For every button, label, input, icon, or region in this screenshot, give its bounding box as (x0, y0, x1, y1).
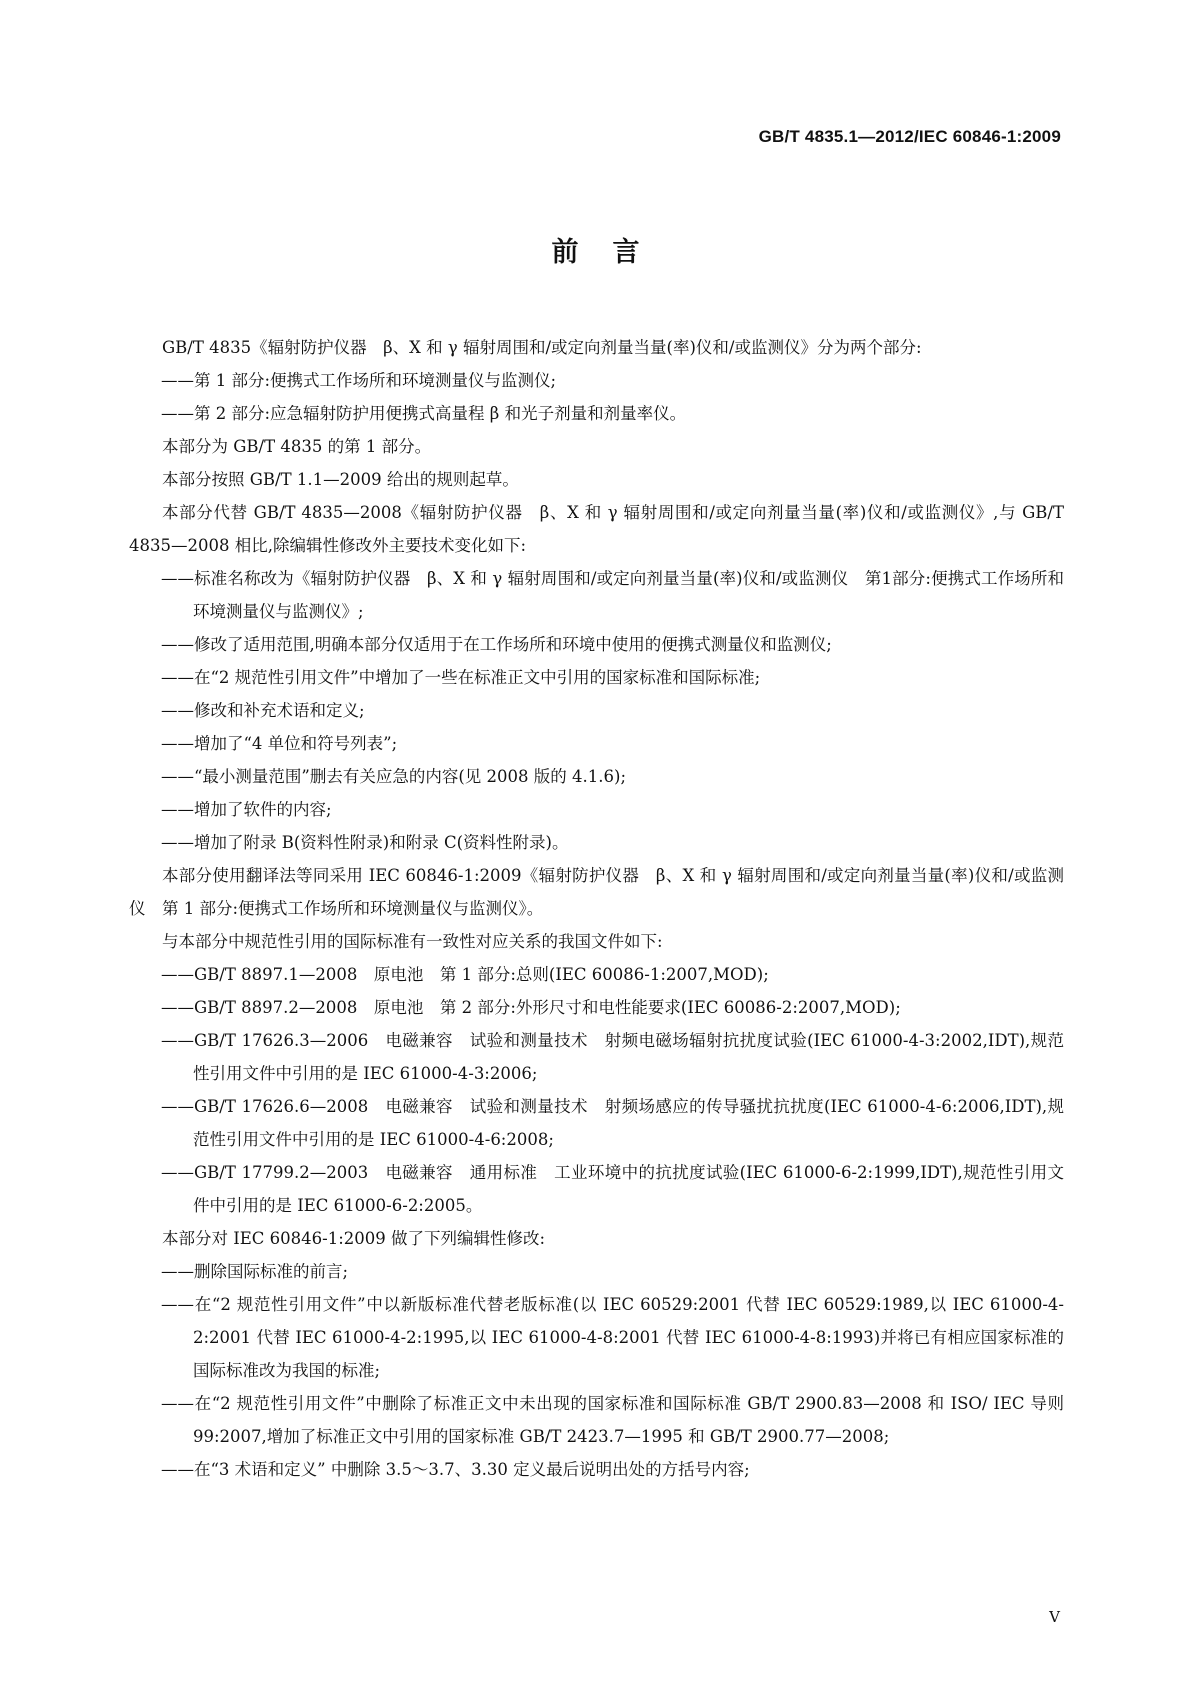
list-item: ——GB/T 8897.1—2008 原电池 第 1 部分:总则(IEC 60086-1:2007,MOD); (161, 965, 769, 984)
paragraph: 与本部分中规范性引用的国际标准有一致性对应关系的我国文件如下: (162, 932, 663, 951)
list-item: ——标准名称改为《辐射防护仪器 β、X 和 γ 辐射周围和/或定向剂量当量(率)仪和/或监测仪 第1部分:便携式工作场所和环境测量仪与监测仪》; (161, 569, 1064, 621)
list-item: ——GB/T 17799.2—2003 电磁兼容 通用标准 工业环境中的抗扰度试验(IEC 61000-6-2:1999,IDT),规范性引用文件中引用的是 IEC 61000-6-2:2005。 (161, 1163, 1064, 1215)
paragraph: 本部分代替 GB/T 4835—2008《辐射防护仪器 β、X 和 γ 辐射周围和/或定向剂量当量(率)仪和/或监测仪》,与 GB/T 4835—2008 相比,除编辑性修改外主要技术变化如下: (129, 503, 1064, 555)
list-item: ——删除国际标准的前言; (161, 1262, 349, 1281)
page-number: V (1049, 1608, 1060, 1626)
list-item: ——第 1 部分:便携式工作场所和环境测量仪与监测仪; (161, 371, 557, 390)
foreword-body (129, 331, 1064, 1486)
paragraph: 本部分按照 GB/T 1.1—2009 给出的规则起草。 (162, 470, 519, 489)
list-item: ——增加了附录 B(资料性附录)和附录 C(资料性附录)。 (161, 833, 569, 852)
list-item: ——修改了适用范围,明确本部分仅适用于在工作场所和环境中使用的便携式测量仪和监测仪; (161, 635, 832, 654)
list-item: ——“最小测量范围”删去有关应急的内容(见 2008 版的 4.1.6); (161, 767, 627, 786)
list-item: ——GB/T 17626.3—2006 电磁兼容 试验和测量技术 射频电磁场辐射抗扰度试验(IEC 61000-4-3:2002,IDT),规范性引用文件中引用的是 IEC 61000-4-3:2006; (161, 1031, 1064, 1083)
list-item: ——第 2 部分:应急辐射防护用便携式高量程 β 和光子剂量和剂量率仪。 (161, 404, 687, 423)
list-item: ——GB/T 8897.2—2008 原电池 第 2 部分:外形尺寸和电性能要求(IEC 60086-2:2007,MOD); (161, 998, 901, 1017)
list-item: ——GB/T 17626.6—2008 电磁兼容 试验和测量技术 射频场感应的传导骚扰抗扰度(IEC 61000-4-6:2006,IDT),规范性引用文件中引用的是 IEC 61000-4-6:2008; (161, 1097, 1064, 1149)
paragraph: 本部分为 GB/T 4835 的第 1 部分。 (162, 437, 432, 456)
paragraph: GB/T 4835《辐射防护仪器 β、X 和 γ 辐射周围和/或定向剂量当量(率)仪和/或监测仪》分为两个部分: (162, 338, 922, 357)
list-item: ——在“2 规范性引用文件”中以新版标准代替老版标准(以 IEC 60529:2001 代替 IEC 60529:1989,以 IEC 61000-4-2:2001 代替 IEC 61000-4-2:1995,以 IEC 61000-4-8:2001 代替 IEC 61000-4-8:1993)并将已有相应国家标准的国际标准改为我国的标准; (161, 1295, 1064, 1380)
paragraph: 本部分使用翻译法等同采用 IEC 60846-1:2009《辐射防护仪器 β、X 和 γ 辐射周围和/或定向剂量当量(率)仪和/或监测仪 第 1 部分:便携式工作场所和环境测量仪与监测仪》。 (129, 866, 1064, 918)
list-item: ——在“2 规范性引用文件”中增加了一些在标准正文中引用的国家标准和国际标准; (161, 668, 761, 687)
list-item: ——在“3 术语和定义” 中删除 3.5～3.7、3.30 定义最后说明出处的方括号内容; (161, 1460, 750, 1479)
page-title: 前言 (551, 237, 674, 268)
list-item: ——增加了软件的内容; (161, 800, 332, 819)
paragraph: 本部分对 IEC 60846-1:2009 做了下列编辑性修改: (162, 1229, 546, 1248)
standard-code: GB/T 4835.1—2012/IEC 60846-1:2009 (758, 127, 1061, 146)
list-item: ——在“2 规范性引用文件”中删除了标准正文中未出现的国家标准和国际标准 GB/T 2900.83—2008 和 ISO/ IEC 导则 99:2007,增加了标准正文中引用的国家标准 GB/T 2423.7—1995 和 GB/T 2900.77—2008; (161, 1394, 1064, 1446)
list-item: ——增加了“4 单位和符号列表”; (161, 734, 398, 753)
list-item: ——修改和补充术语和定义; (161, 701, 365, 720)
